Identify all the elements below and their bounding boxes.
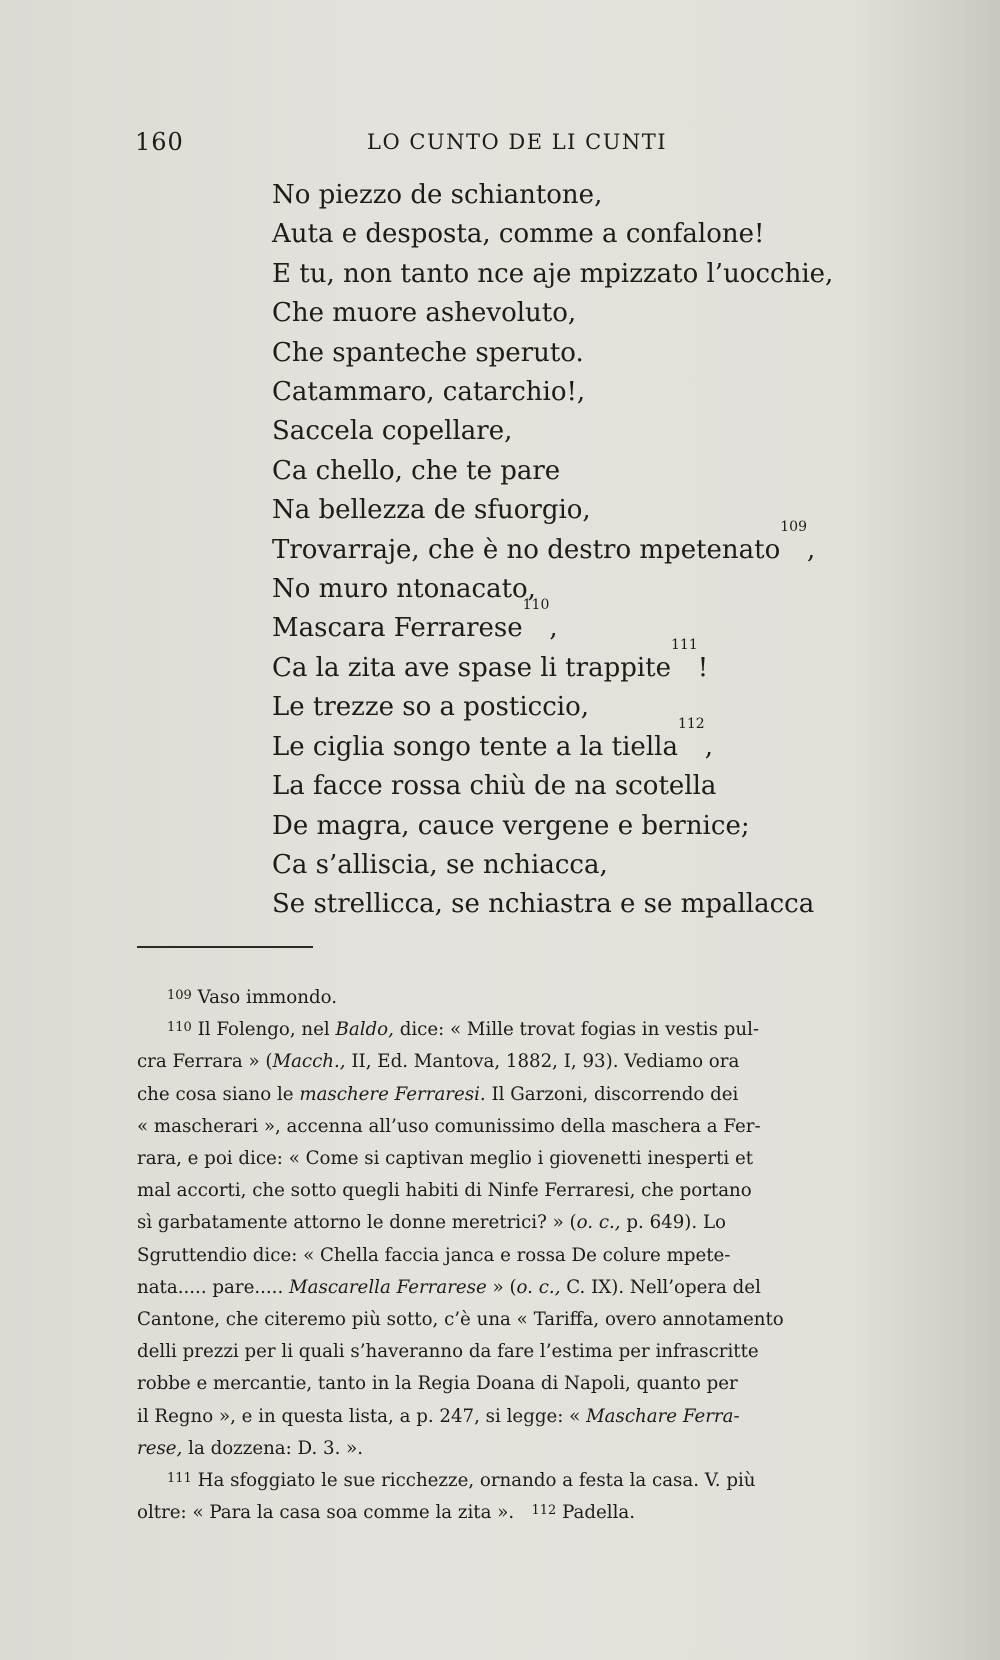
verse-text: Ca chello, che te pare bbox=[272, 455, 561, 486]
verse-line bbox=[272, 215, 972, 254]
footnote-text: Vaso immondo. bbox=[197, 987, 338, 1008]
verse-text: No muro ntonacato, bbox=[272, 574, 536, 605]
footnote-ref: 111 bbox=[671, 636, 698, 653]
footnote-italic: Macch., bbox=[272, 1051, 346, 1073]
running-title: LO CUNTO DE LI CUNTI bbox=[367, 130, 668, 154]
footnote-text: cra Ferrara » ( bbox=[137, 1051, 273, 1073]
verse-line bbox=[272, 373, 972, 412]
verse-punctuation: , bbox=[807, 534, 816, 565]
footnote-text: mal accorti, che sotto quegli habiti di Ninfe Ferraresi, che portano bbox=[137, 1180, 752, 1202]
footnote-110 bbox=[137, 1014, 937, 1465]
verse-line bbox=[272, 491, 972, 530]
footnote-ref: 110 bbox=[522, 597, 550, 614]
verse-line bbox=[272, 570, 972, 609]
footnote-italic: Maschare Ferra- bbox=[586, 1405, 740, 1427]
verse-line bbox=[272, 597, 972, 648]
footnote-text: C. IX). Nell’opera del bbox=[560, 1276, 761, 1298]
footnotes bbox=[137, 982, 937, 1529]
verse-line bbox=[272, 518, 972, 570]
verse-text: De magra, cauce vergene e bernice; bbox=[272, 810, 750, 841]
footnote-111 bbox=[137, 1465, 937, 1529]
verse-text: Che spanteche speruto. bbox=[272, 337, 584, 368]
verse-line bbox=[272, 846, 972, 885]
verse-line bbox=[272, 452, 972, 491]
footnote-italic: Baldo, bbox=[335, 1019, 394, 1041]
verse-text: Se strellicca, se nchiastra e se mpallacca bbox=[272, 889, 815, 920]
verse-text: Auta e desposta, comme a confalone! bbox=[272, 219, 765, 250]
verse-block bbox=[272, 176, 972, 925]
verse-line bbox=[272, 767, 972, 806]
footnote-text: rara, e poi dice: « Come si captivan meglio i giovenetti inesperti et bbox=[137, 1148, 754, 1170]
verse-text: Trovarraje, che è no destro mpetenato bbox=[272, 534, 781, 565]
footnote-separator bbox=[137, 946, 313, 948]
footnote-text: Il Folengo, nel bbox=[197, 1019, 336, 1041]
footnote-italic: Mascarella Ferrarese bbox=[289, 1276, 487, 1298]
verse-text: Le ciglia songo tente a la tiella bbox=[272, 731, 678, 762]
footnote-italic: rese, bbox=[137, 1437, 183, 1459]
footnote-ref: 112 bbox=[677, 715, 705, 732]
verse-punctuation: ! bbox=[697, 652, 709, 683]
footnote-text: nata..... pare..... bbox=[137, 1276, 290, 1298]
footnote-number: 110 bbox=[167, 1020, 192, 1036]
verse-text: Catammaro, catarchio!, bbox=[272, 377, 586, 408]
verse-line bbox=[272, 176, 972, 215]
verse-line bbox=[272, 885, 972, 924]
verse-line bbox=[272, 334, 972, 373]
verse-line bbox=[272, 412, 972, 451]
verse-text: Saccela copellare, bbox=[272, 416, 513, 447]
footnote-text: sì garbatamente attorno le donne meretrici? » ( bbox=[137, 1212, 577, 1234]
footnote-text: II, Ed. Mantova, 1882, I, 93). Vediamo ora bbox=[345, 1051, 740, 1073]
verse-text: Che muore ashevoluto, bbox=[272, 298, 577, 329]
verse-text: La facce rossa chiù de na scotella bbox=[272, 771, 717, 802]
footnote-112-text: Padella. bbox=[562, 1502, 636, 1524]
verse-text: Le trezze so a posticcio, bbox=[272, 692, 590, 723]
footnote-italic: maschere Ferraresi. bbox=[299, 1083, 486, 1105]
verse-text: Mascara Ferrarese bbox=[272, 613, 523, 644]
footnote-number: 112 bbox=[531, 1503, 557, 1519]
verse-line bbox=[272, 636, 972, 688]
footnote-text: il Regno », e in questa lista, a p. 247, si legge: « bbox=[137, 1405, 587, 1427]
footnote-text: Ha sfoggiato le sue ricchezze, ornando a festa la casa. V. più bbox=[197, 1470, 756, 1492]
page-number: 160 bbox=[135, 128, 184, 156]
footnote-number: 109 bbox=[167, 988, 192, 1003]
verse-line bbox=[272, 715, 972, 767]
footnote-number: 111 bbox=[167, 1471, 192, 1487]
footnote-text: dice: « Mille trovat fogias in vestis pul- bbox=[393, 1019, 760, 1041]
verse-punctuation: , bbox=[704, 731, 713, 762]
verse-line bbox=[272, 807, 972, 846]
footnote-text: Il Garzoni, discorrendo dei bbox=[485, 1083, 739, 1105]
footnote-text: Cantone, che citeremo più sotto, c’è una « Tariffa, overo annotamento bbox=[137, 1309, 784, 1331]
footnote-text: oltre: « Para la casa soa comme la zita ». bbox=[137, 1502, 515, 1524]
verse-text: Na bellezza de sfuorgio, bbox=[272, 495, 591, 526]
footnote-text: » ( bbox=[486, 1276, 517, 1298]
verse-punctuation: , bbox=[549, 613, 558, 644]
verse-line bbox=[272, 255, 972, 294]
verse-line bbox=[272, 688, 972, 727]
footnote-text: robbe e mercantie, tanto in la Regia Doana di Napoli, quanto per bbox=[137, 1373, 738, 1395]
verse-text: No piezzo de schiantone, bbox=[272, 180, 603, 210]
footnote-text: che cosa siano le bbox=[137, 1083, 300, 1105]
footnote-ref: 109 bbox=[780, 518, 807, 535]
verse-text: Ca la zita ave spase li trappite bbox=[272, 652, 672, 683]
verse-text: E tu, non tanto nce aje mpizzato l’uocchie, bbox=[272, 258, 834, 289]
footnote-text: la dozzena: D. 3. ». bbox=[182, 1437, 364, 1459]
footnote-italic: o. c., bbox=[576, 1212, 621, 1234]
footnote-italic: o. c., bbox=[516, 1276, 561, 1298]
footnote-text: « mascherari », accenna all’uso comunissimo della maschera a Fer- bbox=[137, 1115, 761, 1137]
verse-text: Ca s’alliscia, se nchiacca, bbox=[272, 849, 608, 880]
footnote-text: delli prezzi per li quali s’haveranno da fare l’estima per infrascritte bbox=[137, 1341, 759, 1363]
footnote-text: Sgruttendio dice: « Chella faccia janca e rossa De colure mpete- bbox=[137, 1244, 731, 1266]
verse-line bbox=[272, 294, 972, 333]
footnote-text: p. 649). Lo bbox=[620, 1212, 726, 1234]
footnote-109 bbox=[137, 982, 937, 1014]
